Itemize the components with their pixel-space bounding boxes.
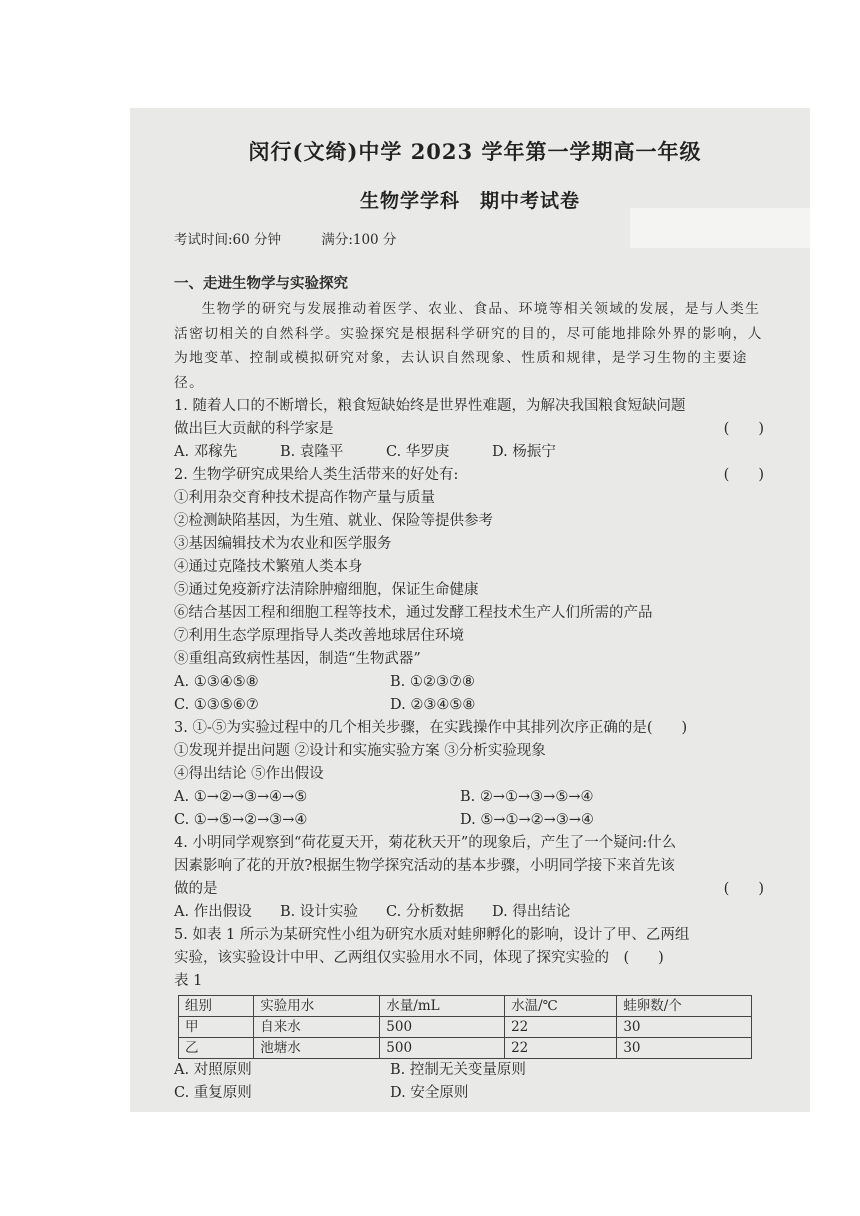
table-cell: 500 [380, 1038, 505, 1059]
table-header-cell: 实验用水 [254, 996, 380, 1017]
question-4 [174, 832, 764, 924]
q2-item: ③基因编辑技术为农业和医学服务 [174, 536, 392, 552]
table-header-cell: 蛙卵数/个 [617, 996, 752, 1017]
q2-option-d: D. ②③④⑤⑧ [390, 697, 476, 713]
q2-option-a: A. ①③④⑤⑧ [174, 674, 259, 690]
redacted-area [630, 208, 810, 248]
q3-option-c: C. ①→⑤→②→③→④ [174, 812, 308, 828]
q1-line1: 1. 随着人口的不断增长，粮食短缺始终是世界性难题，为解决我国粮食短缺问题 [174, 398, 686, 414]
q5-line2: 实验，该实验设计中甲、乙两组仅实验用水不同，体现了探究实验的 ( ) [174, 950, 664, 966]
q3-option-d: D. ⑤→①→②→③→④ [460, 812, 594, 828]
exam-time: 考试时间:60 分钟 [174, 232, 282, 248]
subject-title: 生物学学科 期中考试卷 [359, 190, 580, 212]
q2-item: ⑥结合基因工程和细胞工程等技术，通过发酵工程技术生产人们所需的产品 [174, 605, 653, 621]
section-intro: 生物学的研究与发展推动着医学、农业、食品、环境等相关领域的发展，是与人类生活密切相关的自然科学。实验探究是根据科学研究的目的，尽可能地排除外界的影响，人为地变革、控制或模拟研究对象，去认识自然现象、性质和规律，是学习生物的主要途径。 [174, 301, 763, 391]
q2-option-b: B. ①②③⑦⑧ [390, 674, 475, 690]
table-row [179, 1038, 752, 1059]
table-cell: 池塘水 [254, 1038, 380, 1059]
q3-option-a: A. ①→②→③→④→⑤ [174, 789, 308, 805]
section-heading: 一、走进生物学与实验探究 [174, 275, 348, 292]
q2-item: ①利用杂交育种技术提高作物产量与质量 [174, 490, 435, 506]
q4-line3-row [174, 878, 764, 901]
exam-meta [174, 228, 432, 248]
q5-option-a: A. 对照原则 [174, 1062, 252, 1078]
q1-line2: 做出巨大贡献的科学家是 [174, 421, 334, 437]
q2-options-row1 [174, 671, 764, 694]
q1-line2-row [174, 418, 764, 441]
question-5 [174, 924, 764, 1105]
q2-stem-row [174, 464, 764, 487]
table-header-row [179, 996, 752, 1017]
q4-answer-paren: ( ) [723, 881, 764, 897]
question-1 [174, 395, 764, 464]
q1-option-c: C. 华罗庚 [386, 444, 450, 460]
q3-options-row1 [174, 786, 764, 809]
table-cell: 22 [505, 1038, 617, 1059]
q3-options-row2 [174, 809, 764, 832]
table-row [179, 1017, 752, 1038]
q4-option-a: A. 作出假设 [174, 904, 252, 920]
q3-option-b: B. ②→①→③→⑤→④ [460, 789, 594, 805]
table-cell: 30 [617, 1038, 752, 1059]
q5-data-table [178, 995, 752, 1059]
q2-answer-paren: ( ) [723, 467, 764, 483]
q5-table-caption: 表 1 [174, 973, 203, 989]
q2-item: ⑦利用生态学原理指导人类改善地球居住环境 [174, 628, 464, 644]
school-title: 闵行(文绮)中学 2023 学年第一学期高一年级 [248, 139, 702, 164]
question-2 [174, 464, 764, 717]
q2-item: ⑤通过免疫新疗法清除肿瘤细胞，保证生命健康 [174, 582, 479, 598]
q3-line2: ①发现并提出问题 ②设计和实施实验方案 ③分析实验现象 [174, 743, 546, 759]
table-cell: 自来水 [254, 1017, 380, 1038]
q2-item: ⑧重组高致病性基因，制造“生物武器” [174, 651, 421, 667]
table-cell: 500 [380, 1017, 505, 1038]
q1-answer-paren: ( ) [723, 421, 764, 437]
q2-item: ④通过克隆技术繁殖人类本身 [174, 559, 363, 575]
q5-option-d: D. 安全原则 [390, 1085, 469, 1101]
q5-option-b: B. 控制无关变量原则 [390, 1062, 526, 1078]
q5-options-row1 [174, 1059, 764, 1082]
q5-line1: 5. 如表 1 所示为某研究性小组为研究水质对蛙卵孵化的影响，设计了甲、乙两组 [174, 927, 690, 943]
table-cell: 乙 [179, 1038, 254, 1059]
q2-item: ②检测缺陷基因，为生殖、就业、保险等提供参考 [174, 513, 493, 529]
q2-option-c: C. ①③⑤⑥⑦ [174, 697, 259, 713]
q4-line1: 4. 小明同学观察到“荷花夏天开，菊花秋天开”的现象后，产生了一个疑问:什么 [174, 835, 677, 851]
q4-line2: 因素影响了花的开放?根据生物学探究活动的基本步骤，小明同学接下来首先该 [174, 858, 675, 874]
full-score: 满分:100 分 [321, 232, 397, 248]
question-3 [174, 717, 764, 832]
q5-option-c: C. 重复原则 [174, 1085, 252, 1101]
exam-paper-photo [130, 108, 810, 1112]
table-header-cell: 水量/mL [380, 996, 505, 1017]
q5-options-row2 [174, 1082, 764, 1105]
q3-stem: 3. ①-⑤为实验过程中的几个相关步骤，在实践操作中其排列次序正确的是( ) [174, 720, 688, 736]
table-header-cell: 水温/℃ [505, 996, 617, 1017]
q1-option-a: A. 邓稼先 [174, 444, 238, 460]
q4-option-b: B. 设计实验 [280, 904, 358, 920]
q4-options [174, 901, 764, 924]
q3-line3: ④得出结论 ⑤作出假设 [174, 766, 324, 782]
q2-stem: 2. 生物学研究成果给人类生活带来的好处有: [174, 467, 459, 483]
q1-option-b: B. 袁隆平 [280, 444, 344, 460]
q4-option-c: C. 分析数据 [386, 904, 464, 920]
table-cell: 30 [617, 1017, 752, 1038]
table-header-cell: 组别 [179, 996, 254, 1017]
q4-line3: 做的是 [174, 881, 218, 897]
q1-options [174, 441, 764, 464]
q4-option-d: D. 得出结论 [492, 904, 571, 920]
table-cell: 22 [505, 1017, 617, 1038]
exam-content [174, 272, 764, 1105]
table-cell: 甲 [179, 1017, 254, 1038]
q1-option-d: D. 杨振宁 [492, 444, 556, 460]
q2-options-row2 [174, 694, 764, 717]
